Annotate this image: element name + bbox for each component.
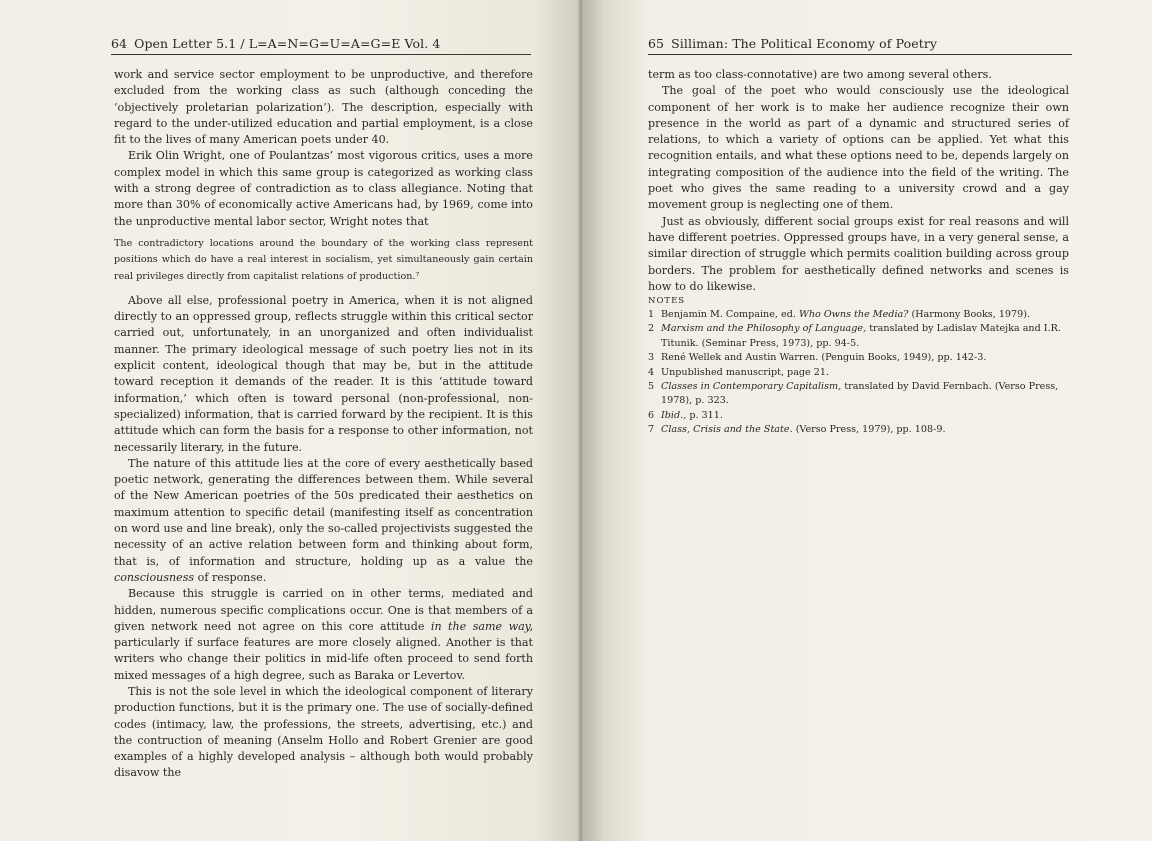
paragraph: The nature of this attitude lies at the core of every aesthetically based poetic network, generating the differences between them. While several of the New American poetries of the 50s predicated their aesthetics on maximum attention to specific detail (manifesting itself as concentration on word use and line break), only the so-called projectivists suggested the necessity of an active relation between form and thinking about form, that is, of information and structure, holding up as a value the consciousness of response. — [114, 456, 533, 584]
right-header-title: Silliman: The Political Economy of Poetry — [671, 36, 938, 51]
left-header-title: Open Letter 5.1 / L=A=N=G=U=A=G=E Vol. 4 — [134, 36, 441, 51]
left-running-head — [111, 36, 447, 51]
notes-section — [648, 286, 1069, 438]
right-page-number: 65 — [648, 36, 665, 51]
note-item: 2 Marxism and the Philosophy of Language, translated by Ladislav Matejka and I.R. Titunik. (Seminar Press, 1973), pp. 94-5. — [648, 323, 1061, 349]
note-item: 3 René Wellek and Austin Warren. (Penguin Books, 1949), pp. 142-3. — [648, 352, 987, 364]
paragraph: work and service sector employment to be unproductive, and therefore excluded from the working class as such (although conceding the ‘objectively proletarian polarization’). The description, especially with regard to the under-utilized education and partial employment, is a close fit to the lives of many American poets under 40. — [114, 68, 533, 147]
right-header-rule — [648, 54, 1072, 55]
paragraph: Just as obviously, different social groups exist for real reasons and will have different poetries. Oppressed groups have, in a very general sense, a similar direction of struggle which permits coalition building across group borders. The problem for aesthetically defined networks and scenes is how to do likewise. — [648, 214, 1069, 293]
paragraph: term as too class-connotative) are two among several others. — [648, 68, 992, 81]
left-body-text — [114, 67, 533, 782]
note-item: 4 Unpublished manuscript, page 21. — [648, 366, 830, 378]
notes-list — [648, 308, 1069, 438]
notes-heading: NOTES — [648, 296, 686, 306]
paragraph: This is not the sole level in which the ideological component of literary production functions, but it is the primary one. The use of socially-defined codes (intimacy, law, the professions, the streets, advertising, etc.) and the contruction of meaning (Anselm Hollo and Robert Grenier are good examples of a highly developed analysis – although both would probably disavow the — [114, 684, 533, 780]
note-item: 1 Benjamin M. Compaine, ed. Who Owns the Media? (Harmony Books, 1979). — [648, 309, 1031, 320]
right-page — [582, 0, 1152, 841]
block-quote: The contradictory locations around the boundary of the working class represent positions which do have a real interest in socialism, yet simultaneously gain certain real privileges directly from capitalist relations of production.⁷ — [114, 237, 533, 282]
paragraph: The goal of the poet who would consciously use the ideological component of her work is to make her audience recognize their own presence in the world as part of a dynamic and structured series of relations, to which a variety of options can be applied. Yet what this recognition entails, and what these options need to be, depends largely on integrating composition of the audience into the field of the writing. The poet who gives the same reading to a university crowd and a gay movement group is neglecting one of them. — [648, 84, 1069, 212]
right-running-head — [648, 36, 944, 51]
paragraph: Above all else, professional poetry in America, when it is not aligned directly to an oppressed group, reflects struggle within this critical sector carried out, unfortunately, in an unorganized and often individualist manner. The primary ideological message of such poetry lies not in its explicit content, ideological though that may be, but in the attitude toward reception it demands of the reader. It is this ‘attitude toward information,’ which often is toward personal (non-professional, non-specialized) information, that is carried forward by the recipient. It is this attitude which can form the basis for a response to other information, not necessarily literary, in the future. — [114, 293, 533, 454]
note-item: 7 Class, Crisis and the State. (Verso Press, 1979), pp. 108-9. — [648, 424, 946, 436]
left-page-number: 64 — [111, 36, 128, 51]
paragraph: Because this struggle is carried on in other terms, mediated and hidden, numerous specific complications occur. One is that members of a given network need not agree on this core attitude in the same way, particularly if surface features are more closely aligned. Another is that writers who change their politics in mid-life often proceed to send forth mixed messages of a high degree, such as Baraka or Levertov. — [114, 587, 534, 682]
note-item: 6 Ibid., p. 311. — [648, 409, 723, 421]
note-item: 5 Classes in Contemporary Capitalism, translated by David Fernbach. (Verso Press, 1978), p. 323. — [648, 381, 1059, 407]
right-body-text — [648, 67, 1069, 295]
paragraph: Erik Olin Wright, one of Poulantzas’ most vigorous critics, uses a more complex model in which this same group is categorized as working class with a strong degree of contradiction as to class allegiance. Noting that more than 30% of economically active Americans had, by 1969, come into the unproductive mental labor sector, Wright notes that — [114, 149, 533, 228]
left-header-rule — [111, 54, 531, 55]
